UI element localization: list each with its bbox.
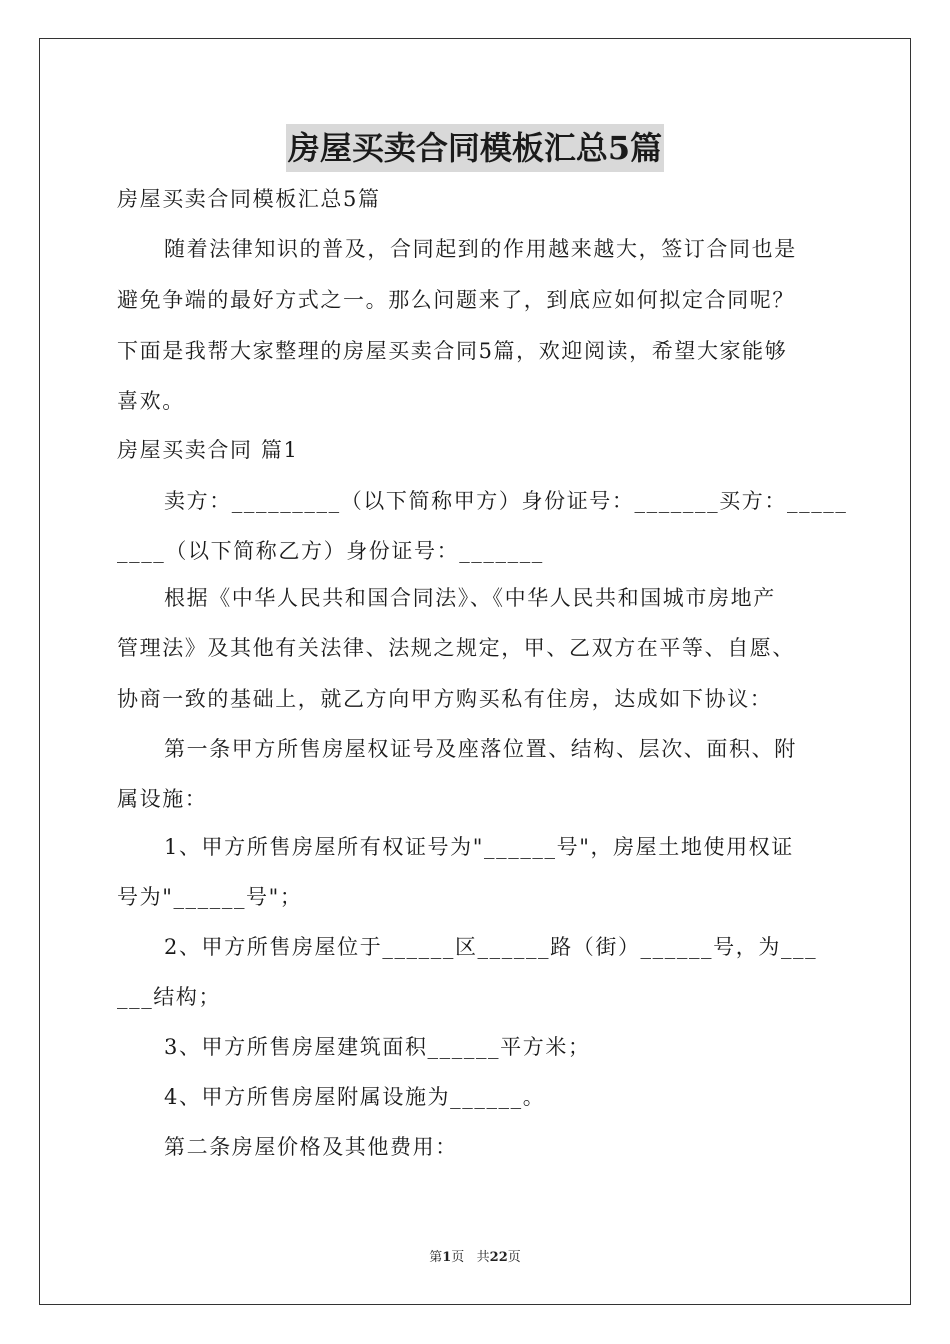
paragraph-line: 3、甲方所售房屋建筑面积______平方米； [164,1035,591,1059]
paragraph-line: 避免争端的最好方式之一。那么问题来了，到底应如何拟定合同呢？ [117,288,795,312]
page-suffix: 页 [507,1250,521,1265]
paragraph-line: 随着法律知识的普及，合同起到的作用越来越大，签订合同也是 [164,237,797,261]
title-container [0,124,950,172]
paragraph-line: 号为"______号"； [117,885,303,909]
paragraph-line: 根据《中华人民共和国合同法》、《中华人民共和国城市房地产 [164,586,776,610]
paragraph-line: 卖方：_________（以下简称甲方）身份证号：_______买方：_____ [164,489,848,513]
paragraph-line: 喜欢。 [117,389,185,413]
document-title: 房屋买卖合同模板汇总5篇 [286,124,664,172]
paragraph-line: 管理法》及其他有关法律、法规之规定，甲、乙双方在平等、自愿、 [117,636,795,660]
page-footer [0,1249,950,1267]
section-heading: 房屋买卖合同 篇1 [117,438,299,462]
total-page-number: 22 [489,1250,508,1265]
paragraph-line: 4、甲方所售房屋附属设施为______。 [164,1085,546,1109]
paragraph-line: ____（以下简称乙方）身份证号：_______ [117,539,544,563]
paragraph-line: 协商一致的基础上，就乙方向甲方购买私有住房，达成如下协议： [117,687,773,711]
paragraph-line: 2、甲方所售房屋位于______区______路（街）______号，为___ [164,935,818,959]
page-border [39,38,911,1305]
page-prefix: 第 [429,1250,443,1265]
paragraph-line: 第二条房屋价格及其他费用： [164,1135,458,1159]
document-subtitle: 房屋买卖合同模板汇总5篇 [117,187,381,211]
current-page-number: 1 [442,1250,452,1265]
paragraph-line: 1、甲方所售房屋所有权证号为"______号"，房屋土地使用权证 [164,835,794,859]
paragraph-line: 属设施： [117,787,208,811]
paragraph-line: ___结构； [117,985,222,1009]
paragraph-line: 第一条甲方所售房屋权证号及座落位置、结构、层次、面积、附 [164,737,797,761]
paragraph-line: 下面是我帮大家整理的房屋买卖合同5篇，欢迎阅读，希望大家能够 [117,339,788,363]
page-mid-text: 页 共 [451,1250,490,1265]
